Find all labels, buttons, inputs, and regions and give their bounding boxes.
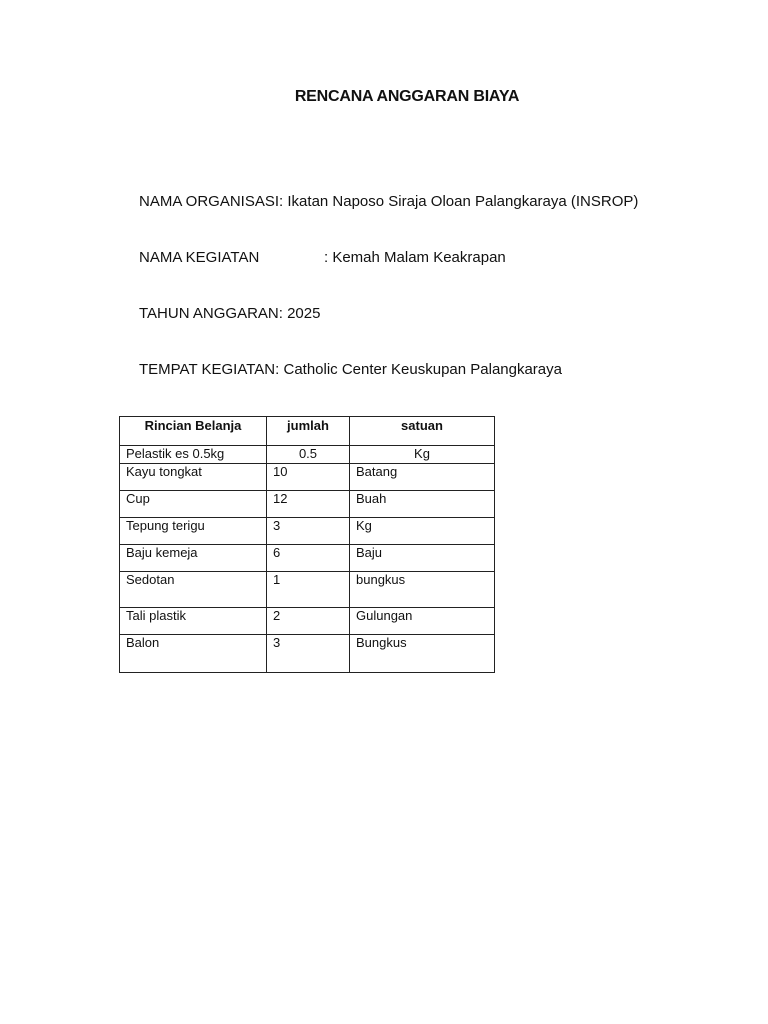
meta-organisasi-label: NAMA ORGANISASI (139, 193, 280, 210)
cell-item: Pelastik es 0.5kg (120, 446, 267, 464)
cell-jumlah: 12 (267, 491, 350, 518)
cell-jumlah: 2 (267, 608, 350, 635)
table-row (120, 545, 495, 572)
table-row (120, 572, 495, 608)
cell-satuan: bungkus (350, 572, 495, 608)
cell-item: Tepung terigu (120, 518, 267, 545)
cell-item: Baju kemeja (120, 545, 267, 572)
meta-tempat: TEMPAT KEGIATAN: Catholic Center Keuskupan Palangkaraya (139, 361, 562, 378)
table-header-row (120, 417, 495, 446)
table-row (120, 464, 495, 491)
cell-jumlah: 0.5 (267, 446, 350, 464)
meta-tempat-value: Catholic Center Keuskupan Palangkaraya (283, 361, 562, 378)
header-rincian: Rincian Belanja (120, 417, 267, 446)
meta-kegiatan-value: : Kemah Malam Keakrapan (324, 249, 506, 266)
cell-satuan: Kg (350, 446, 495, 464)
cell-item: Balon (120, 635, 267, 673)
cell-item: Cup (120, 491, 267, 518)
table-row (120, 518, 495, 545)
meta-kegiatan-label: NAMA KEGIATAN (139, 249, 260, 266)
table-row (120, 635, 495, 673)
meta-tempat-label: TEMPAT KEGIATAN (139, 361, 276, 378)
cell-jumlah: 1 (267, 572, 350, 608)
document-title: RENCANA ANGGARAN BIAYA (294, 88, 520, 105)
cell-item: Sedotan (120, 572, 267, 608)
table-row (120, 608, 495, 635)
cell-item: Tali plastik (120, 608, 267, 635)
meta-organisasi-value: Ikatan Naposo Siraja Oloan Palangkaraya (INSROP) (287, 193, 639, 210)
cell-satuan: Batang (350, 464, 495, 491)
header-jumlah: jumlah (267, 417, 350, 446)
meta-tahun-value: 2025 (287, 305, 321, 322)
cell-satuan: Bungkus (350, 635, 495, 673)
table-row (120, 491, 495, 518)
meta-organisasi: NAMA ORGANISASI: Ikatan Naposo Siraja Oloan Palangkaraya (INSROP) (139, 193, 639, 210)
cell-satuan: Gulungan (350, 608, 495, 635)
cell-item: Kayu tongkat (120, 464, 267, 491)
header-satuan: satuan (350, 417, 495, 446)
cell-satuan: Kg (350, 518, 495, 545)
meta-kegiatan (139, 249, 506, 266)
cell-satuan: Baju (350, 545, 495, 572)
cell-jumlah: 3 (267, 518, 350, 545)
cell-jumlah: 10 (267, 464, 350, 491)
cell-jumlah: 3 (267, 635, 350, 673)
meta-tahun-label: TAHUN ANGGARAN (139, 305, 279, 322)
table-row (120, 446, 495, 464)
meta-tahun: TAHUN ANGGARAN: 2025 (139, 305, 321, 322)
budget-table (119, 416, 495, 673)
cell-satuan: Buah (350, 491, 495, 518)
cell-jumlah: 6 (267, 545, 350, 572)
